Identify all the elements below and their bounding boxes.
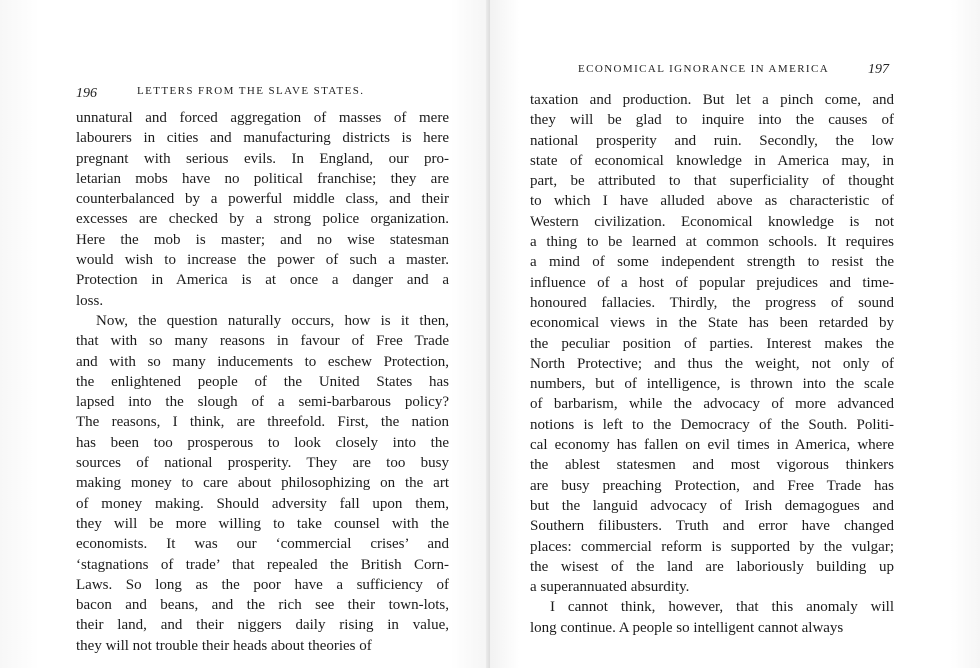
- text-line: the ablest statesmen and most vigorous thinkers: [530, 457, 894, 474]
- text-line: state of economical knowledge in America may, in: [530, 152, 894, 169]
- text-line: national prosperity and ruin. Secondly, the low: [530, 132, 894, 149]
- text-line: economical views in the State has been retarded by: [530, 315, 894, 332]
- right-running-head: ECONOMICAL IGNORANCE IN AMERICA: [578, 63, 830, 75]
- left-page-text: [76, 108, 449, 656]
- text-line: their land, and their niggers daily rising in value,: [76, 617, 449, 634]
- text-line: economists. It was our ‘commercial crises’ and: [76, 536, 449, 553]
- left-running-head: LETTERS FROM THE SLAVE STATES.: [137, 85, 365, 97]
- text-line: and with so many inducements to eschew Protection,: [76, 353, 449, 370]
- text-line: notions is left to the Democracy of the South. Politi-: [530, 416, 894, 433]
- text-line: are busy preaching Protection, and Free Trade has: [530, 477, 894, 494]
- text-line: Southern filibusters. Truth and error have changed: [530, 518, 894, 535]
- text-line: lapsed into the slough of a semi-barbarous policy?: [76, 394, 449, 411]
- text-line: loss.: [76, 292, 104, 309]
- left-page-number: 196: [76, 86, 97, 101]
- text-line: of money making. Should adversity fall upon them,: [76, 495, 449, 512]
- text-line: a mind of some independent strength to resist the: [530, 254, 894, 271]
- text-line: sources of national prosperity. They are too busy: [76, 455, 449, 472]
- text-line: part, be attributed to that superficiality of thought: [530, 173, 894, 190]
- text-line: they will be more willing to take counsel with the: [76, 515, 449, 532]
- text-line: Here the mob is master; and no wise statesman: [76, 231, 449, 248]
- text-line: they will not trouble their heads about theories of: [76, 637, 372, 654]
- text-line: places: commercial reform is supported by the vulgar;: [530, 538, 894, 555]
- text-line: letarian mobs have no political franchise; they are: [76, 170, 449, 187]
- text-line: the peculiar position of parties. Interest makes the: [530, 335, 894, 352]
- text-line: honoured fallacies. Thirdly, the progress of sound: [530, 294, 894, 311]
- text-line: Protection in America is at once a danger and a: [76, 272, 449, 289]
- right-page-number: 197: [868, 62, 889, 77]
- text-line: but the languid advocacy of Irish demagogues and: [530, 497, 894, 514]
- text-line: Now, the question naturally occurs, how is it then,: [96, 312, 449, 329]
- text-line: would wish to increase the power of such a master.: [76, 252, 449, 269]
- right-page: [490, 0, 980, 668]
- text-line: labourers in cities and manufacturing districts is here: [76, 130, 449, 147]
- text-line: of barbarism, while the advocacy of more advanced: [530, 396, 894, 413]
- text-line: counterbalanced by a powerful middle class, and their: [76, 191, 449, 208]
- text-line: the wisest of the land are laboriously building up: [530, 558, 894, 575]
- text-line: numbers, but of intelligence, is thrown into the scale: [530, 376, 894, 393]
- text-line: the enlightened people of the United States has: [76, 373, 449, 390]
- text-line: has been too prosperous to look closely into the: [76, 434, 449, 451]
- text-line: making money to care about philosophizing on the art: [76, 475, 449, 492]
- text-line: North Protective; and thus the weight, not only of: [530, 355, 894, 372]
- text-line: long continue. A people so intelligent cannot always: [530, 619, 844, 636]
- text-line: to which I have alluded above as characteristic of: [530, 193, 894, 210]
- text-line: The reasons, I think, are threefold. First, the nation: [76, 414, 449, 431]
- text-line: I cannot think, however, that this anomaly will: [550, 599, 894, 616]
- text-line: bacon and beans, and the rich see their town-lots,: [76, 597, 449, 614]
- text-line: cal economy has fallen on evil times in America, where: [530, 437, 894, 454]
- right-page-text: [530, 90, 894, 638]
- text-line: Laws. So long as the poor have a sufficiency of: [76, 576, 449, 593]
- text-line: ‘stagnations of trade’ that repealed the British Corn-: [76, 556, 449, 573]
- text-line: taxation and production. But let a pinch come, and: [530, 92, 894, 108]
- text-line: they will be glad to inquire into the causes of: [530, 112, 894, 129]
- text-line: pregnant with serious evils. In England, our pro-: [76, 150, 449, 167]
- text-line: unnatural and forced aggregation of masses of mere: [76, 110, 449, 126]
- text-line: a thing to be learned at common schools. It requires: [530, 234, 894, 251]
- text-line: Western civilization. Economical knowledge is not: [530, 213, 894, 230]
- text-line: that with so many reasons in favour of Free Trade: [76, 333, 449, 350]
- text-line: influence of a host of popular prejudices and time-: [530, 274, 894, 291]
- text-line: excesses are checked by a strong police organization.: [76, 211, 449, 228]
- text-line: a superannuated absurdity.: [530, 579, 690, 596]
